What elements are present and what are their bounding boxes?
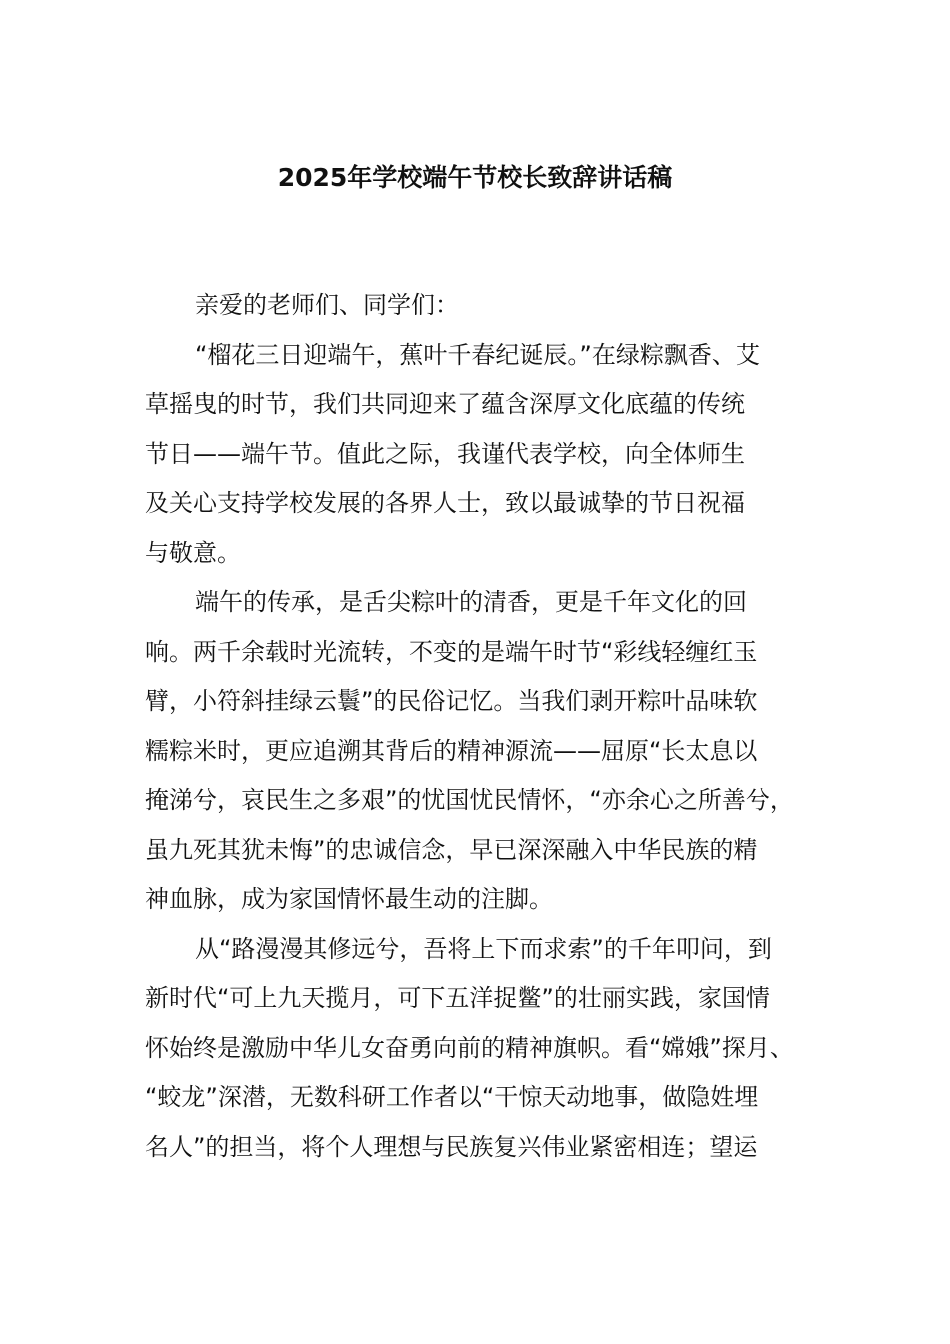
paragraph-1-line-1: “榴花三日迎端午，蕉叶千春纪诞辰。”在绿粽飘香、艾 <box>195 340 760 369</box>
paragraph-3-line-5: 名人”的担当，将个人理想与民族复兴伟业紧密相连；望运 <box>145 1132 758 1161</box>
paragraph-3-line-1: 从“路漫漫其修远兮，吾将上下而求索”的千年叩问，到 <box>195 934 772 963</box>
paragraph-1-line-4: 及关心支持学校发展的各界人士，致以最诚挚的节日祝福 <box>145 489 745 517</box>
paragraph-2-line-2: 响。两千余载时光流转，不变的是端午时节“彩线轻缠红玉 <box>145 637 758 666</box>
paragraph-3-line-4: “蛟龙”深潜，无数科研工作者以“干惊天动地事，做隐姓埋 <box>145 1083 759 1111</box>
paragraph-2-line-7: 神血脉，成为家国情怀最生动的注脚。 <box>145 885 553 913</box>
paragraph-3-line-2: 新时代“可上九天揽月，可下五洋捉鳖”的壮丽实践，家国情 <box>145 984 770 1012</box>
paragraph-3-line-3: 怀始终是激励中华儿女奋勇向前的精神旗帜。看“嫦娥”探月、 <box>145 1033 794 1062</box>
paragraph-2-line-6: 虽九死其犹未悔”的忠诚信念，早已深深融入中华民族的精 <box>145 835 758 864</box>
paragraph-1-line-3: 节日——端午节。值此之际，我谨代表学校，向全体师生 <box>145 439 745 468</box>
document-title: 2025年学校端午节校长致辞讲话稿 <box>277 163 673 192</box>
greeting-line: 亲爱的老师们、同学们： <box>195 291 459 319</box>
paragraph-2-line-4: 糯粽米时，更应追溯其背后的精神源流——屈原“长太息以 <box>145 736 758 765</box>
paragraph-2-line-5: 掩涕兮，哀民生之多艰”的忧国忧民情怀，“亦余心之所善兮， <box>145 786 794 814</box>
paragraph-2-line-1: 端午的传承，是舌尖粽叶的清香，更是千年文化的回 <box>195 588 747 616</box>
paragraph-2-line-3: 臂，小符斜挂绿云鬟”的民俗记忆。当我们剥开粽叶品味软 <box>145 687 758 715</box>
document-body <box>145 281 835 1172</box>
paragraph-1-line-5: 与敬意。 <box>145 538 241 567</box>
paragraph-1-line-2: 草摇曳的时节，我们共同迎来了蕴含深厚文化底蕴的传统 <box>145 390 745 418</box>
